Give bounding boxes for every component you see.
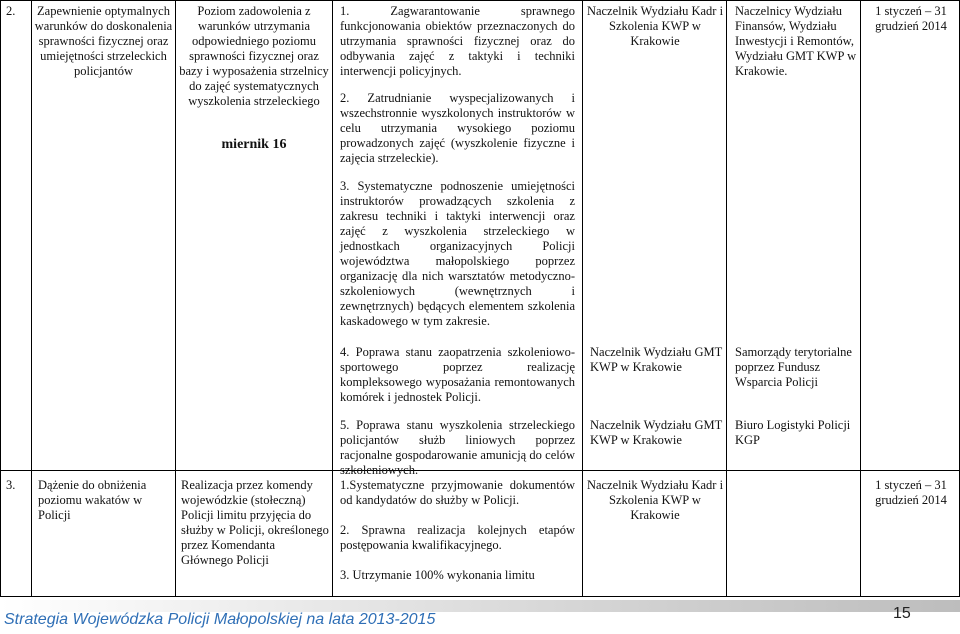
page-number: 15 [893, 605, 911, 622]
indicator-cell: Realizacja przez komendy wojewódzkie (stołeczną) Policji limitu przyjęcia do służby w Policji, określonego przez Komendanta Głównego Policji [181, 478, 329, 567]
col-border-1 [31, 0, 32, 597]
partners-cell: Naczelnicy Wydziału Finansów, Wydziału Inwestycji i Remontów, Wydziału GMT KWP w Krakowie. [735, 4, 857, 78]
term-cell: 1 styczeń – 31 grudzień 2014 [875, 4, 947, 33]
task-item: 1.Systematyczne przyjmowanie dokumentów od kandydatów do służby w Policji. [340, 478, 575, 507]
term-cell: 1 styczeń – 31 grudzień 2014 [875, 478, 947, 507]
row-border-top [0, 0, 960, 1]
indicator-cell: Poziom zadowolenia z warunków utrzymania odpowiedniego poziomu sprawności fizycznej oraz bazy i wyposażenia strzelnicy do zajęć systematycznych wyszkolenia strzeleckiego [179, 4, 329, 108]
row-number: 3. [6, 478, 16, 492]
task-item: 3. Systematyczne podnoszenie umiejętności instruktorów prowadzących szkolenia z zakresu techniki i taktyki interwencji oraz zajęć z wyszkolenia strzeleckiego w jednostkach organizacyjnych Policji województwa małopolskiego poprzez organizację dla nich warsztatów metodyczno-szkoleniowych (wewnętrznych i zewnętrznych) będących elementem szkolenia kaskadowego w tym zakresie. [340, 179, 575, 328]
task-item: 1. Zagwarantowanie sprawnego funkcjonowania obiektów przeznaczonych do utrzymania sprawności fizycznej oraz do odbywania zajęć z taktyki i techniki interwencji policyjnych. [340, 4, 575, 78]
col-border-0 [0, 0, 1, 597]
col-border-2 [175, 0, 176, 597]
col-border-3 [332, 0, 333, 597]
col-border-5 [726, 0, 727, 597]
meter-label: miernik 16 [221, 137, 287, 152]
task-item: 3. Utrzymanie 100% wykonania limitu [340, 568, 535, 582]
col-border-4 [582, 0, 583, 597]
objective-cell: Dążenie do obniżenia poziomu wakatów w Policji [38, 478, 147, 522]
objective-cell: Zapewnienie optymalnych warunków do doskonalenia sprawności fizycznej oraz umiejętności strzeleckich policjantów [34, 4, 173, 78]
task-item: 2. Zatrudnianie wyspecjalizowanych i wszechstronnie wyszkolonych instruktorów w celu utrzymania wysokiego poziomu prowadzonych zajęć (wyszkolenie fizyczne i zajęcia strzeleckie). [340, 91, 575, 165]
task-item: 4. Poprawa stanu zaopatrzenia szkoleniowo-sportowego poprzez realizację kompleksowego wyposażania remontowanych komórek i jednostek Policji. [340, 345, 575, 404]
task-item: 5. Poprawa stanu wyszkolenia strzeleckiego policjantów służb liniowych poprzez racjonalne gospodarowanie amunicją do celów szkoleniowych. [340, 418, 575, 477]
lead-unit-cell: Naczelnik Wydziału GMT KWP w Krakowie [590, 418, 723, 447]
row-border-bottom [0, 596, 960, 597]
col-border-6 [860, 0, 861, 597]
lead-unit-cell: Naczelnik Wydziału Kadr i Szkolenia KWP w Krakowie [586, 478, 724, 522]
partners-cell: Biuro Logistyki Policji KGP [735, 418, 851, 447]
partners-cell: Samorządy terytorialne poprzez Fundusz Wsparcia Policji [735, 345, 852, 389]
task-item: 2. Sprawna realizacja kolejnych etapów postępowania kwalifikacyjnego. [340, 523, 575, 552]
lead-unit-cell: Naczelnik Wydziału Kadr i Szkolenia KWP w Krakowie [586, 4, 724, 48]
row-number: 2. [6, 4, 16, 18]
footer-title: Strategia Wojewódzka Policji Małopolskiej na lata 2013-2015 [4, 611, 436, 628]
lead-unit-cell: Naczelnik Wydziału GMT KWP w Krakowie [590, 345, 723, 374]
